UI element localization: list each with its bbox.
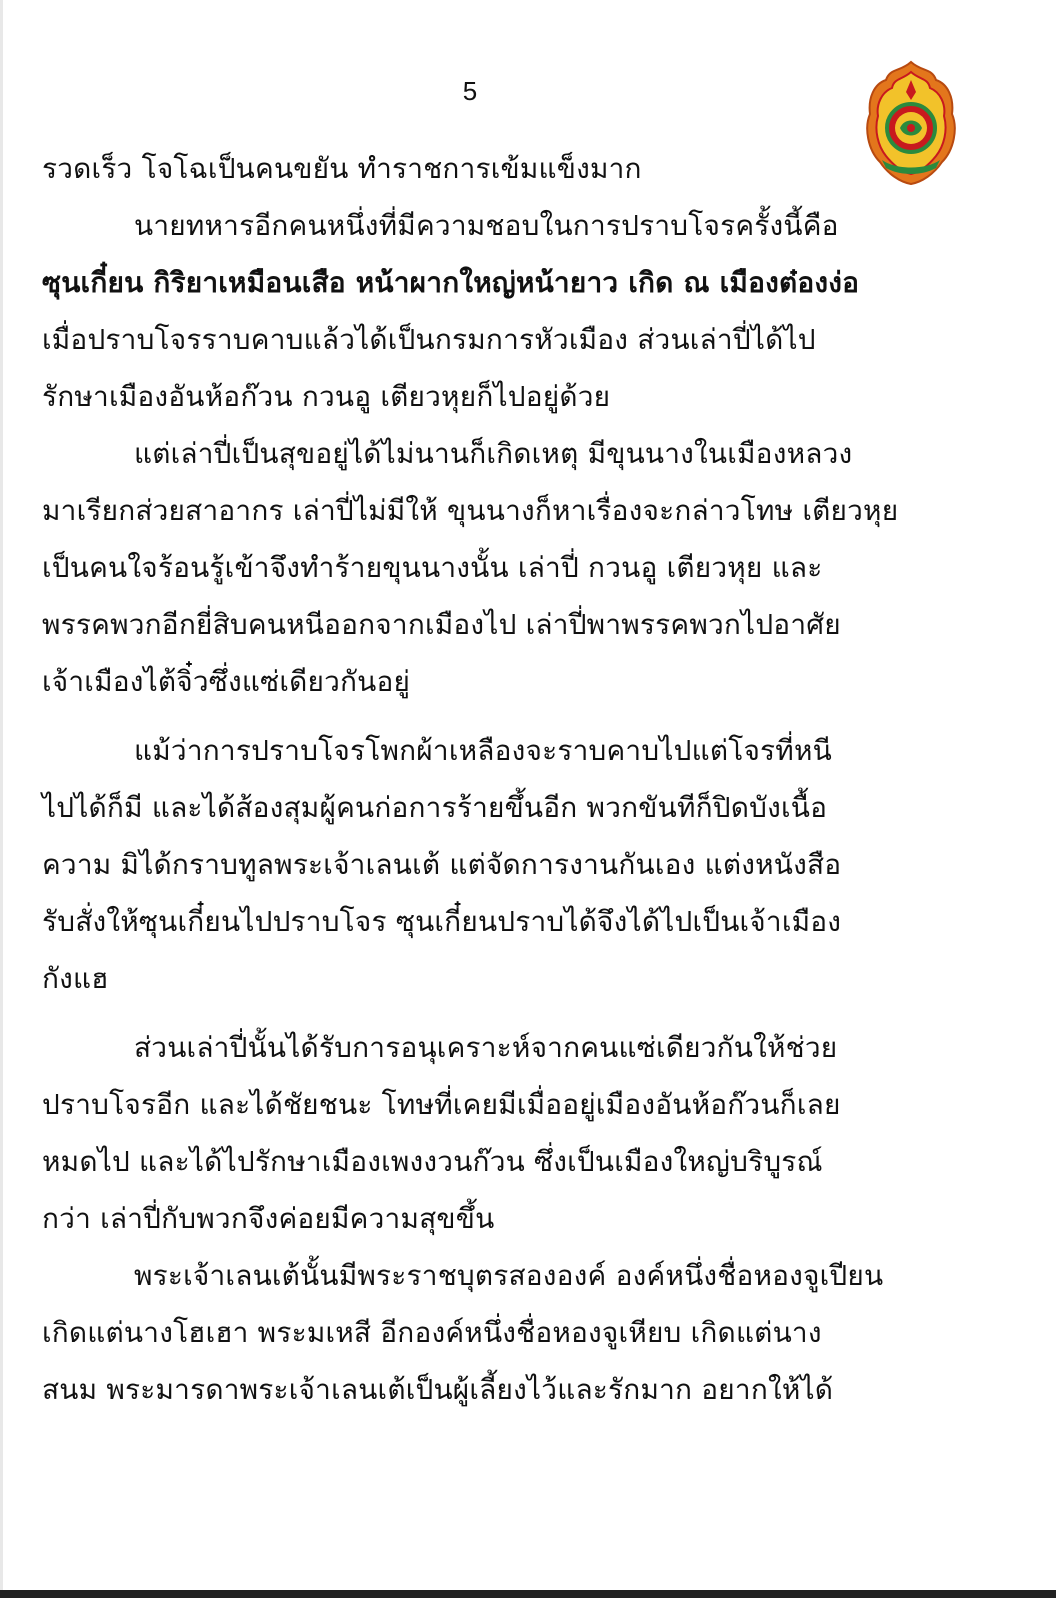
paragraph [42, 722, 972, 1007]
paragraph [42, 197, 972, 425]
text-line: นายทหารอีกคนหนึ่งที่มีความชอบในการปราบโจรครั้งนี้คือ [134, 209, 839, 242]
text-line: กังแฮ [42, 962, 109, 995]
text-line: พระเจ้าเลนเต้นั้นมีพระราชบุตรสององค์ องค์หนึ่งชื่อหองจูเปียน [134, 1259, 884, 1292]
text-line: สนม พระมารดาพระเจ้าเลนเต้เป็นผู้เลี้ยงไว้และรักมาก อยากให้ได้ [42, 1373, 834, 1406]
text-line: ความ มิได้กราบทูลพระเจ้าเลนเต้ แต่จัดการงานกันเอง แต่งหนังสือ [42, 848, 842, 881]
body-text [42, 140, 972, 1418]
text-line: ไปได้ก็มี และได้ส้องสุมผู้คนก่อการร้ายขึ้นอีก พวกขันทีก็ปิดบังเนื้อ [42, 791, 828, 824]
text-line: เมื่อปราบโจรราบคาบแล้วได้เป็นกรมการหัวเมือง ส่วนเล่าปี่ได้ไป [42, 323, 816, 356]
text-line: พรรคพวกอีกยี่สิบคนหนีออกจากเมืองไป เล่าปี่พาพรรคพวกไปอาศัย [42, 608, 841, 641]
text-line: รวดเร็ว โจโฉเป็นคนขยัน ทำราชการเข้มแข็งมาก [42, 152, 642, 185]
text-line: เจ้าเมืองไต้จิ๋วซึ่งแซ่เดียวกันอยู่ [42, 665, 411, 698]
scan-edge [0, 0, 3, 1598]
text-line: กว่า เล่าปี่กับพวกจึงค่อยมีความสุขขึ้น [42, 1202, 495, 1235]
scan-bottom-edge [0, 1590, 1056, 1598]
text-line: แต่เล่าปี่เป็นสุขอยู่ได้ไม่นานก็เกิดเหตุ มีขุนนางในเมืองหลวง [134, 437, 853, 470]
paragraph-gap [42, 710, 972, 722]
text-line: รับสั่งให้ซุนเกี๋ยนไปปราบโจร ซุนเกี๋ยนปราบได้จึงได้ไปเป็นเจ้าเมือง [42, 905, 842, 938]
paragraph-gap [42, 1007, 972, 1019]
text-line: ซุนเกี๋ยน กิริยาเหมือนเสือ หน้าผากใหญ่หน้ายาว เกิด ณ เมืองต๋องง่อ [42, 266, 860, 299]
text-line: ส่วนเล่าปี่นั้นได้รับการอนุเคราะห์จากคนแซ่เดียวกันให้ช่วย [134, 1031, 838, 1064]
paragraph [42, 425, 972, 710]
text-line: ปราบโจรอีก และได้ชัยชนะ โทษที่เคยมีเมื่ออยู่เมืองอันห้อก๊วนก็เลย [42, 1088, 841, 1121]
text-line: หมดไป และได้ไปรักษาเมืองเพงงวนก๊วน ซึ่งเป็นเมืองใหญ่บริบูรณ์ [42, 1145, 823, 1178]
paragraph [42, 140, 972, 197]
page-number: 5 [462, 76, 478, 106]
text-line: มาเรียกส่วยสาอากร เล่าปี่ไม่มีให้ ขุนนางก็หาเรื่องจะกล่าวโทษ เตียวหุย [42, 494, 899, 527]
text-line: เป็นคนใจร้อนรู้เข้าจึงทำร้ายขุนนางนั้น เล่าปี่ กวนอู เตียวหุย และ [42, 551, 823, 584]
paragraph [42, 1247, 972, 1418]
text-line: รักษาเมืองอันห้อก๊วน กวนอู เตียวหุยก็ไปอยู่ด้วย [42, 380, 611, 413]
text-line: แม้ว่าการปราบโจรโพกผ้าเหลืองจะราบคาบไปแต่โจรที่หนี [134, 734, 832, 767]
paragraph [42, 1019, 972, 1247]
text-line: เกิดแต่นางโฮเฮา พระมเหสี อีกองค์หนึ่งชื่อหองจูเหียบ เกิดแต่นาง [42, 1316, 822, 1349]
